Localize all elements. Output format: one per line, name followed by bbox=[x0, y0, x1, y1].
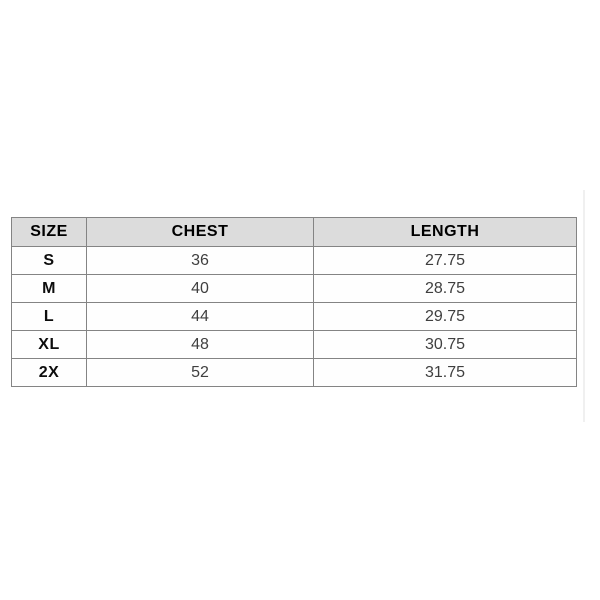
size-chart-header-row bbox=[12, 218, 577, 247]
table-row bbox=[12, 247, 577, 275]
size-chart-table bbox=[11, 217, 577, 387]
cell-size: L bbox=[12, 303, 87, 331]
cell-chest: 44 bbox=[87, 303, 314, 331]
cell-size: 2X bbox=[12, 359, 87, 387]
cell-length: 28.75 bbox=[314, 275, 577, 303]
cell-length: 27.75 bbox=[314, 247, 577, 275]
cell-chest: 40 bbox=[87, 275, 314, 303]
table-row bbox=[12, 331, 577, 359]
cell-length: 29.75 bbox=[314, 303, 577, 331]
column-header-chest: CHEST bbox=[87, 218, 314, 247]
cell-size: S bbox=[12, 247, 87, 275]
cell-chest: 52 bbox=[87, 359, 314, 387]
faint-edge-line bbox=[583, 190, 585, 422]
cell-length: 31.75 bbox=[314, 359, 577, 387]
table-row bbox=[12, 303, 577, 331]
table-row bbox=[12, 275, 577, 303]
cell-chest: 36 bbox=[87, 247, 314, 275]
cell-chest: 48 bbox=[87, 331, 314, 359]
cell-length: 30.75 bbox=[314, 331, 577, 359]
column-header-length: LENGTH bbox=[314, 218, 577, 247]
table-row bbox=[12, 359, 577, 387]
column-header-size: SIZE bbox=[12, 218, 87, 247]
cell-size: XL bbox=[12, 331, 87, 359]
cell-size: M bbox=[12, 275, 87, 303]
